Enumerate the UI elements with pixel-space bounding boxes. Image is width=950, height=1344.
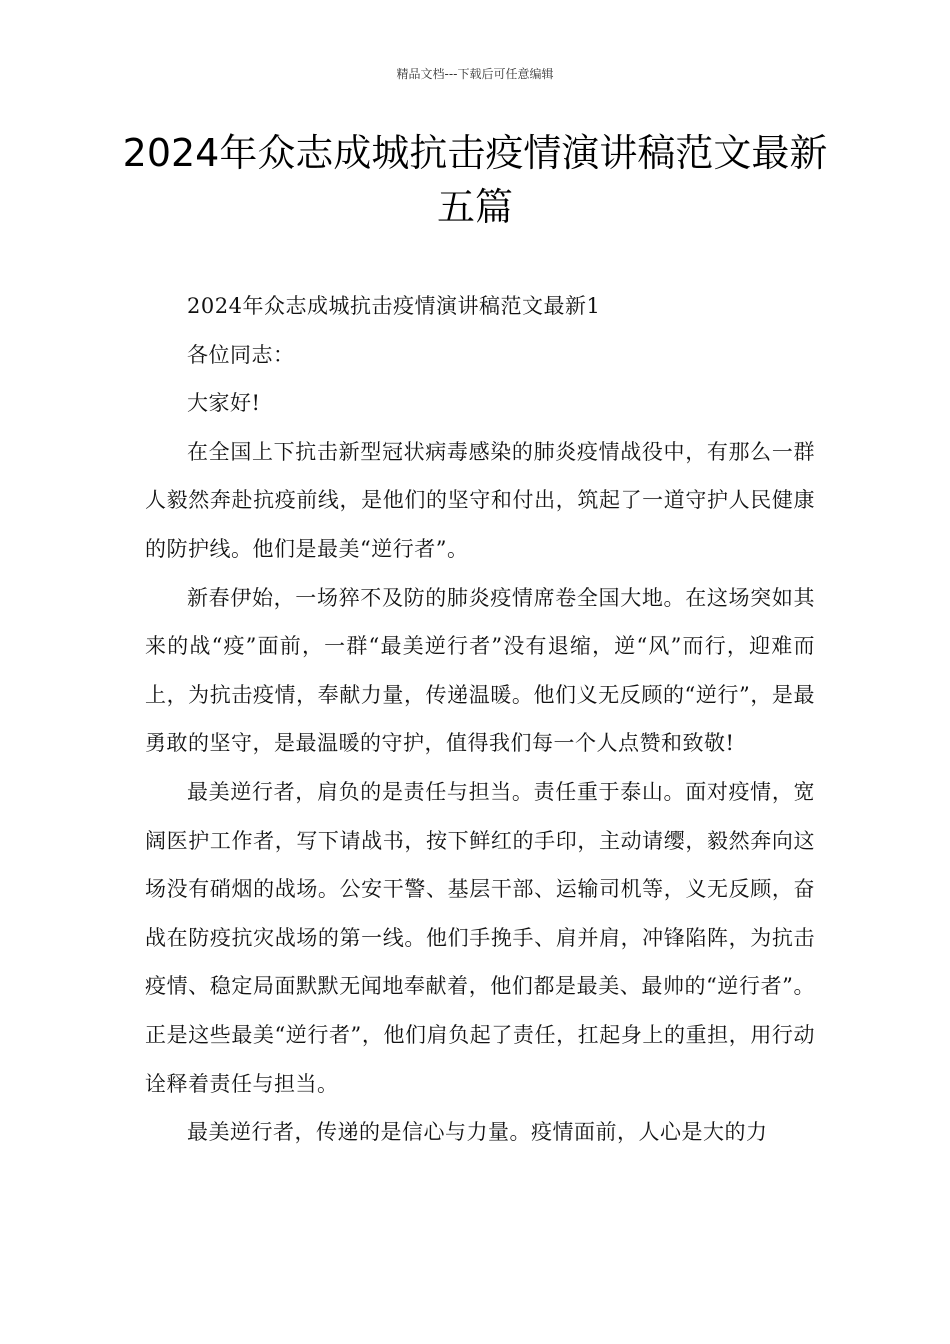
document-title: 2024年众志成城抗击疫情演讲稿范文最新五篇 bbox=[122, 131, 828, 229]
header-note: 精品文档---下载后可任意编辑 bbox=[396, 67, 554, 81]
salutation-paragraph: 各位同志： bbox=[187, 342, 295, 367]
body-paragraph: 最美逆行者，传递的是信心与力量。疫情面前，人心是大的力 bbox=[187, 1120, 768, 1145]
body-paragraph: 最美逆行者，肩负的是责任与担当。责任重于泰山。面对疫情，宽阔医护工作者，写下请战书，按下鲜红的手印，主动请缨，毅然奔向这场没有硝烟的战场。公安干警、基层干部、运输司机等，义无反顾，奋战在防疫抗灾战场的第一线。他们手挽手、肩并肩，冲锋陷阵，为抗击疫情、稳定局面默默无闻地奉献着，他们都是最美、最帅的“逆行者”。正是这些最美“逆行者”，他们肩负起了责任，扛起身上的重担，用行动诠释着责任与担当。 bbox=[145, 779, 815, 1096]
subtitle-paragraph: 2024年众志成城抗击疫情演讲稿范文最新1 bbox=[187, 294, 601, 318]
greeting-paragraph: 大家好! bbox=[187, 391, 261, 416]
body-paragraph: 新春伊始，一场猝不及防的肺炎疫情席卷全国大地。在这场突如其来的战“疫”面前，一群“最美逆行者”没有退缩，逆“风”而行，迎难而上，为抗击疫情，奉献力量，传递温暖。他们义无反顾的“逆行”，是最勇敢的坚守，是最温暖的守护，值得我们每一个人点赞和致敬! bbox=[145, 585, 815, 756]
body-paragraph: 在全国上下抗击新型冠状病毒感染的肺炎疫情战役中，有那么一群人毅然奔赴抗疫前线，是他们的坚守和付出，筑起了一道守护人民健康的防护线。他们是最美“逆行者”。 bbox=[145, 439, 815, 561]
document-body bbox=[145, 282, 815, 1157]
